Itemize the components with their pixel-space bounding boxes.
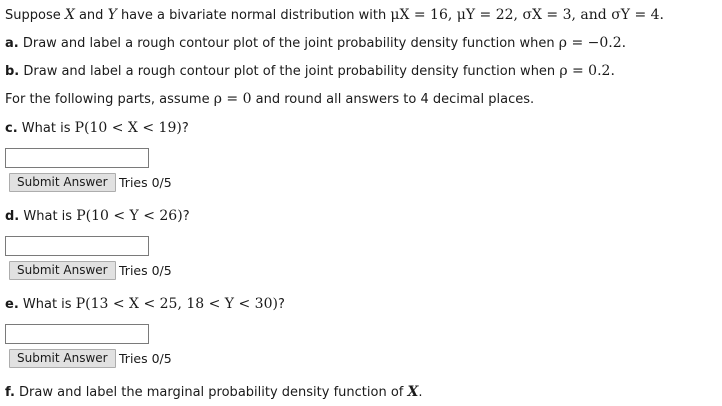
part-e-math: P(13 < X < 25, 18 < Y < 30) <box>75 296 278 312</box>
assumption-text <box>5 91 534 108</box>
part-c-question <box>5 120 189 137</box>
part-c-qmark: ? <box>181 121 189 136</box>
part-e-text: What is <box>18 297 76 312</box>
part-d-math: P(10 < Y < 26) <box>76 208 183 224</box>
intro-middle: have a bivariate normal distribution with <box>116 8 391 23</box>
part-f-text: Draw and label the marginal probability density function of <box>14 385 408 400</box>
part-f-end: . <box>418 385 423 400</box>
part-a-text: Draw and label a rough contour plot of the joint probability density function when <box>18 36 559 51</box>
part-c-submit-button[interactable]: Submit Answer <box>9 173 116 192</box>
part-b-text: Draw and label a rough contour plot of the joint probability density function when <box>19 64 560 79</box>
part-d-text: What is <box>19 209 77 224</box>
part-a-label: a. <box>5 36 19 51</box>
part-c-math: P(10 < X < 19) <box>74 120 182 136</box>
part-e-tries: Tries 0/5 <box>119 351 172 366</box>
part-c-tries: Tries 0/5 <box>119 175 172 190</box>
part-d-tries: Tries 0/5 <box>119 263 172 278</box>
part-b-label: b. <box>5 64 20 79</box>
assumption-math: ρ = 0 <box>213 91 252 107</box>
part-f-math: X <box>407 384 419 400</box>
distribution-params: μX = 16, μY = 22, σX = 3, and σY = 4. <box>390 7 664 23</box>
part-e-qmark: ? <box>277 297 285 312</box>
part-b-math: ρ = 0.2. <box>559 63 615 79</box>
part-d-answer-input[interactable] <box>5 236 149 256</box>
part-e-label: e. <box>5 297 19 312</box>
part-f-label: f. <box>5 385 15 400</box>
part-f <box>5 384 423 401</box>
part-d-qmark: ? <box>182 209 190 224</box>
part-a-math: ρ = −0.2. <box>558 35 627 51</box>
problem-intro <box>5 7 664 24</box>
intro-and: and <box>74 8 108 23</box>
part-a <box>5 35 626 52</box>
part-c-text: What is <box>17 121 75 136</box>
var-y: Y <box>107 7 117 23</box>
part-d-submit-button[interactable]: Submit Answer <box>9 261 116 280</box>
part-e-question <box>5 296 285 313</box>
part-e-submit-button[interactable]: Submit Answer <box>9 349 116 368</box>
part-d-question <box>5 208 190 225</box>
part-c-label: c. <box>5 121 18 136</box>
intro-prefix: Suppose <box>5 8 65 23</box>
assumption-text-2: and round all answers to 4 decimal places. <box>251 92 535 107</box>
part-b <box>5 63 615 80</box>
var-x: X <box>64 7 75 23</box>
part-e-answer-input[interactable] <box>5 324 149 344</box>
part-d-label: d. <box>5 209 20 224</box>
part-c-answer-input[interactable] <box>5 148 149 168</box>
assumption-text-1: For the following parts, assume <box>5 92 214 107</box>
